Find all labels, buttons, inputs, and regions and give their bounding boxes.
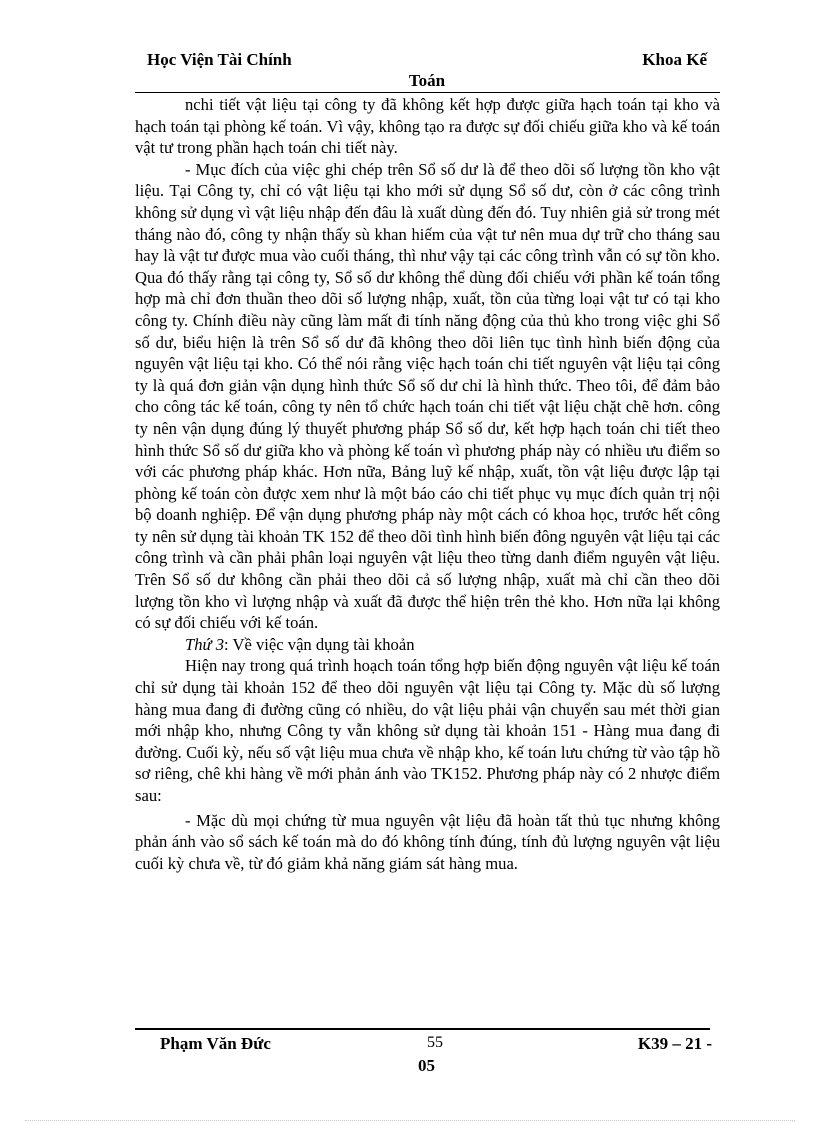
footer-page-number: 55	[427, 1034, 443, 1051]
section-heading-text: : Về việc vận dụng tài khoản	[224, 634, 415, 654]
body-paragraph: Hiện nay trong quá trình hoạch toán tổng hợp biến động nguyên vật liệu kế toán chỉ sử dụng tài khoản 152 để theo dõi nguyên vật liệu tại Công ty. Mặc dù số lượng hàng mua đang đi đường cũng có nhiều, do vật liệu phải vận chuyển sau mét thời gian mới nhập kho, nhưng Công ty vẫn không sử dụng tài khoản 151 - Hàng mua đang đi đường. Cuối kỳ, nếu số vật liệu mua chưa về nhập kho, kế toán lưu chứng từ vào tập hồ sơ riêng, chê khi hàng về mới phản ánh vào TK152. Phương pháp này có 2 nhược điểm sau:	[135, 656, 720, 805]
header-faculty: Khoa Kế	[642, 50, 707, 69]
page-header	[147, 50, 707, 94]
footer-rule	[135, 1028, 710, 1030]
body-paragraph: - Mặc dù mọi chứng từ mua nguyên vật liệu đã hoàn tất thủ tục nhưng không phản ánh vào sổ sách kế toán mà do đó không tính đúng, tính đủ lượng nguyên vật liệu cuối kỳ chưa về, từ đó giảm khả năng giám sát hàng mua.	[135, 810, 720, 873]
section-heading-italic: Thứ 3	[185, 634, 225, 654]
footer-class-code: K39 – 21 -	[637, 1034, 712, 1053]
body-text	[135, 94, 720, 874]
footer-class-code-continuation: 05	[418, 1056, 435, 1075]
page-edge	[25, 1120, 795, 1121]
footer-author: Phạm Văn Đức	[160, 1034, 271, 1053]
page-footer	[135, 1034, 720, 1079]
body-paragraph: - Mục đích của việc ghi chép trên Sổ số dư là để theo dõi số lượng tồn kho vật liệu. Tại Công ty, chỉ có vật liệu tại kho mới sử dụng Sổ số dư, còn ở các công trình không sử dụng vì vật liệu nhập đến đâu là xuất dùng đến đó. Tuy nhiên giả sử trong mét tháng nào đó, công ty nhận thấy sù khan hiếm của vật tư nên mua dự trữ cho tháng sau hay là vật tư được mua vào cuối tháng, thì như vậy tại các công trình vẫn có sự tồn kho. Qua đó thấy rằng tại công ty, Sổ số dư không thể dùng đối chiếu với phần kế toán tổng hợp mà chỉ đơn thuần theo dõi số lượng nhập, xuất, tồn của từng loại vật tư có tại kho công ty. Chính điều này cũng làm mất đi tính năng động của thủ kho trong việc ghi Sổ số dư, biểu hiện là trên Sổ số dư đã không theo dõi liên tục tình hình biến động của nguyên vật liệu tại kho. Có thể nói rằng việc hạch toán chi tiết nguyên vật liệu tại công ty là quá đơn giản vận dụng hình thức Sổ số dư chỉ là hình thức. Theo tôi, để đảm bảo cho công tác kế toán, công ty nên tổ chức hạch toán chi tiết vật liệu chặt chẽ hơn. công ty nên vận dụng đúng lý thuyết phương pháp Sổ số dư, kết hợp hạch toán chi tiết theo hình thức Sổ số dư giữa kho và phòng kế toán vì phương pháp này có nhiều ưu điểm so với các phương pháp khác. Hơn nữa, Bảng luỹ kế nhập, xuất, tồn vật liệu được lập tại phòng kế toán còn được xem như là một báo cáo chi tiết phục vụ mục đích quản trị nội bộ doanh nghiệp. Để vận dụng phương pháp này một cách có khoa học, trước hết công ty nên sử dụng tài khoản TK 152 để theo dõi tình hình biến đông nguyên vật liệu tại các công trình và cần phải phân loại nguyên vật liệu theo từng danh điểm nguyên vật liệu. Trên Sổ số dư không cần phải theo dõi cả số lượng nhập, xuất mà chỉ cần theo dõi lượng tồn kho vì lượng nhập và xuất đã được thể hiện trên thẻ kho. Hơn nữa lại không có sự đối chiếu với kế toán.	[135, 159, 720, 633]
header-rule	[135, 92, 720, 93]
section-heading	[135, 634, 720, 656]
header-institution: Học Viện Tài Chính	[147, 50, 292, 69]
header-faculty-continuation: Toán	[408, 71, 446, 90]
body-paragraph: nchi tiết vật liệu tại công ty đã không kết hợp được giữa hạch toán tại kho và hạch toán tại phòng kế toán. Vì vậy, không tạo ra được sự đối chiếu giữa kho và kế toán vật tư trong phần hạch toán chi tiết này.	[135, 95, 720, 158]
